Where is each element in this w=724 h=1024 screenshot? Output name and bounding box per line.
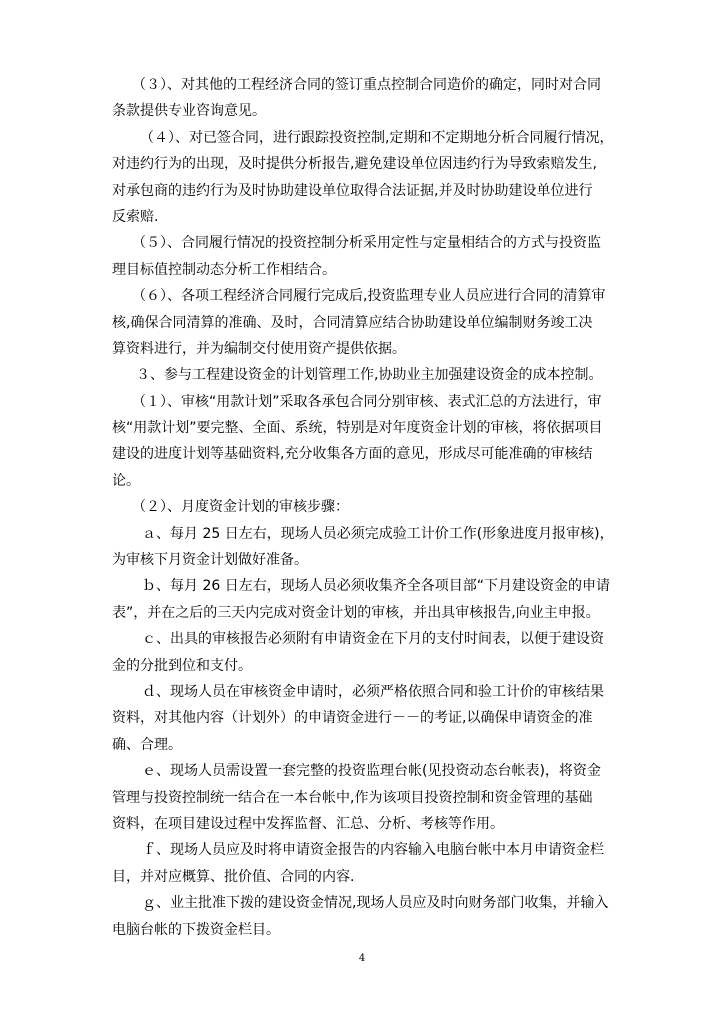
paragraph-line: 算资料进行，并为编制交付使用资产提供依据。 [112,340,406,357]
paragraph-line: ａ、每月 25 日左右，现场人员必须完成验工计价工作(形象进度月报审核)， [142,525,614,542]
paragraph-line: 核“用款计划”要完整、全面、系统，特别是对年度资金计划的审核，将依据项目 [112,420,603,437]
paragraph-line: ｄ、现场人员在审核资金申请时，必须严格依照合同和验工计价的审核结果 [142,683,604,700]
document-body [112,72,618,943]
section-heading-line: ３、参与工程建设资金的计划管理工作,协助业主加强建设资金的成本控制。 [136,367,603,384]
paragraph-line: 理目标值控制动态分析工作相结合。 [112,261,336,278]
paragraph-line: ｇ、业主批准下拨的建设资金情况,现场人员应及时向财务部门收集，并输入 [142,895,609,912]
paragraph-line: 电脑台帐的下拨资金栏目。 [112,921,280,938]
paragraph-line: ｆ、现场人员应及时将申请资金报告的内容输入电脑台帐中本月申请资金栏 [142,842,604,859]
paragraph-line: （４）、对已签合同，进行跟踪投资控制,定期和不定期地分析合同履行情况， [140,129,614,146]
paragraph-line: 对承包商的违约行为及时协助建设单位取得合法证据,并及时协助建设单位进行 [112,182,593,199]
paragraph-line: （３）、对其他的工程经济合同的签订重点控制合同造价的确定，同时对合同 [132,77,601,93]
page-number: 4 [358,953,366,964]
paragraph-line: 为审核下月资金计划做好准备。 [112,552,308,569]
paragraph-line: （６）、各项工程经济合同履行完成后,投资监理专业人员应进行合同的清算审 [132,288,606,305]
paragraph-line: 对违约行为的出现，及时提供分析报告,避免建设单位因违约行为导致索赔发生, [112,156,597,173]
paragraph-line: （１）、审核“用款计划”采取各承包合同分别审核、表式汇总的方法进行，审 [132,393,602,410]
paragraph-line: （５）、合同履行情况的投资控制分析采用定性与定量相结合的方式与投资监 [132,235,601,252]
paragraph-line: 条款提供专业咨询意见。 [112,103,266,120]
paragraph-line: 建设的进度计划等基础资料,充分收集各方面的意见，形成尽可能准确的审核结 [112,446,593,463]
paragraph-line: ｂ、每月 26 日左右，现场人员必须收集齐全各项目部“下月建设资金的申请 [142,578,610,595]
paragraph-line: ｃ、出具的审核报告必须附有申请资金在下月的支付时间表，以便于建设资 [142,631,604,648]
paragraph-line: 资料，对其他内容（计划外）的申请资金进行－－的考证,以确保申请资金的准 [112,710,593,727]
paragraph-line: 金的分批到位和支付。 [112,657,252,674]
paragraph-line: 论。 [112,472,140,489]
paragraph-line: 确、合理。 [112,736,182,753]
paragraph-line: ｅ、现场人员需设置一套完整的投资监理台帐(见投资动态台帐表)，将资金 [142,763,601,780]
paragraph-line: 核,确保合同清算的准确、及时，合同清算应结合协助建设单位编制财务竣工决 [112,314,593,331]
paragraph-line: 资料，在项目建设过程中发挥监督、汇总、分析、考核等作用。 [112,815,504,832]
paragraph-line: 目，并对应概算、批价值、合同的内容. [112,868,355,885]
paragraph-line: 反索赔. [112,208,159,225]
paragraph-line: 管理与投资控制统一结合在一本台帐中,作为该项目投资控制和资金管理的基础 [112,789,593,806]
paragraph-line: （２）、月度资金计划的审核步骤： [132,499,349,516]
paragraph-line: 表”，并在之后的三天内完成对资金计划的审核，并出具审核报告,向业主申报。 [112,604,600,621]
